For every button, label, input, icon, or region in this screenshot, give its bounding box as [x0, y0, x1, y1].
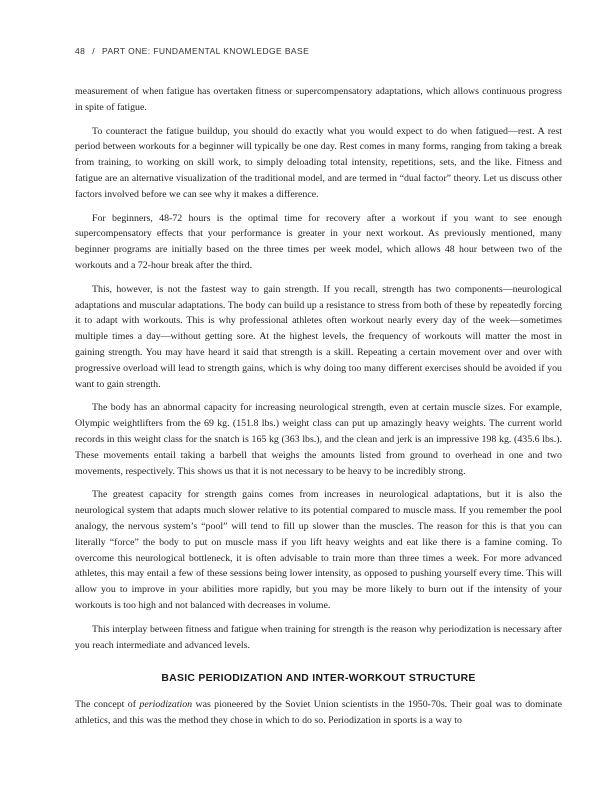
paragraph: measurement of when fatigue has overtaken fitness or supercompensatory adaptations, which allows continuous progress in spite of fatigue. [75, 86, 562, 113]
paragraph: The body has an abnormal capacity for increasing neurological strength, even at certain muscle sizes. For example, Olympic weightlifters from the 69 kg. (151.8 lbs.) weight class can put up amazingly heavy weights. The current world records in this weight class for the snatch is 165 kg (363 lbs.), and the clean and jerk is an impressive 198 kg. (435.6 lbs.). These movements entail taking a barbell that weighs the amounts listed from ground to overhead in one and two movements, respectively. This shows us that it is not necessary to be heavy to be incredibly strong. [75, 402, 562, 477]
paragraph: For beginners, 48-72 hours is the optimal time for recovery after a workout if you want to see enough supercompensatory effects that your performance is greater in your next workout. As previously mentioned, many beginner programs are initially based on the three times per week model, which allows 48 hour between two of the workouts and a 72-hour break after the third. [75, 212, 562, 271]
section-heading: BASIC PERIODIZATION AND INTER-WORKOUT STRUCTURE [161, 673, 476, 685]
page-number: 48 [75, 46, 86, 56]
paragraph: This interplay between fitness and fatigue when training for strength is the reason why periodization is necessary after you reach intermediate and advanced levels. [75, 623, 562, 651]
paragraph-text: The concept of [75, 699, 140, 711]
paragraph: To counteract the fatigue buildup, you should do exactly what you would expect to do when fatigued—rest. A rest period between workouts for a beginner will typically be one day. Rest comes in many forms, ranging from taking a break from training, to working on skill work, to simply deloading total intensity, repetitions, sets, and the like. Fitness and fatigue are an alternative visualization of the traditional model, and are termed in “dual factor” theory. Let us discuss other factors involved before we can see why it makes a difference. [75, 125, 562, 200]
paragraph [75, 697, 562, 729]
body-text [75, 84, 562, 737]
paragraph: This, however, is not the fastest way to gain strength. If you recall, strength has two components—neurological adaptations and muscular adaptations. The body can build up a resistance to stress from both of these by repeatedly forcing it to adapt with workouts. This is why professional athletes often workout nearly every day of the week—sometimes multiple times a day—without getting sore. At the highest levels, the frequency of workouts will matter the most in gaining strength. You may have heard it said that strength is a skill. Repeating a certain movement over and over with progressive overload will lead to strength gains, which is why doing too many different exercises should be avoided if you want to gain strength. [75, 283, 562, 390]
paragraph-text: was pioneered by the Soviet Union scientists in the 1950-70s. Their goal was to dominate athletics, and this was the method they chose in which to do so. Periodization in sports is a way to [75, 699, 562, 726]
italic-term: periodization [139, 699, 193, 711]
paragraph: The greatest capacity for strength gains comes from increases in neurological adaptations, but it is also the neurological system that adapts much slower relative to its potential compared to muscle mass. If you remember the pool analogy, the nervous system’s “pool” will tend to fill up slower than the muscles. The reason for this is that you can literally “force” the body to put on muscle mass if you lift heavy weights and eat like there is a famine coming. To overcome this neurological bottleneck, it is often advisable to train more than three times a week. For more advanced athletes, this may entail a few of these sessions being lower intensity, as opposed to pushing yourself every time. This will allow you to improve in your abilities more rapidly, but you may be more likely to burn out if the intensity of your workouts is too high and not balanced with decreases in volume. [75, 489, 562, 611]
part-title: PART ONE: FUNDAMENTAL KNOWLEDGE BASE [102, 46, 310, 56]
running-header [75, 46, 309, 56]
header-separator: / [92, 46, 96, 56]
